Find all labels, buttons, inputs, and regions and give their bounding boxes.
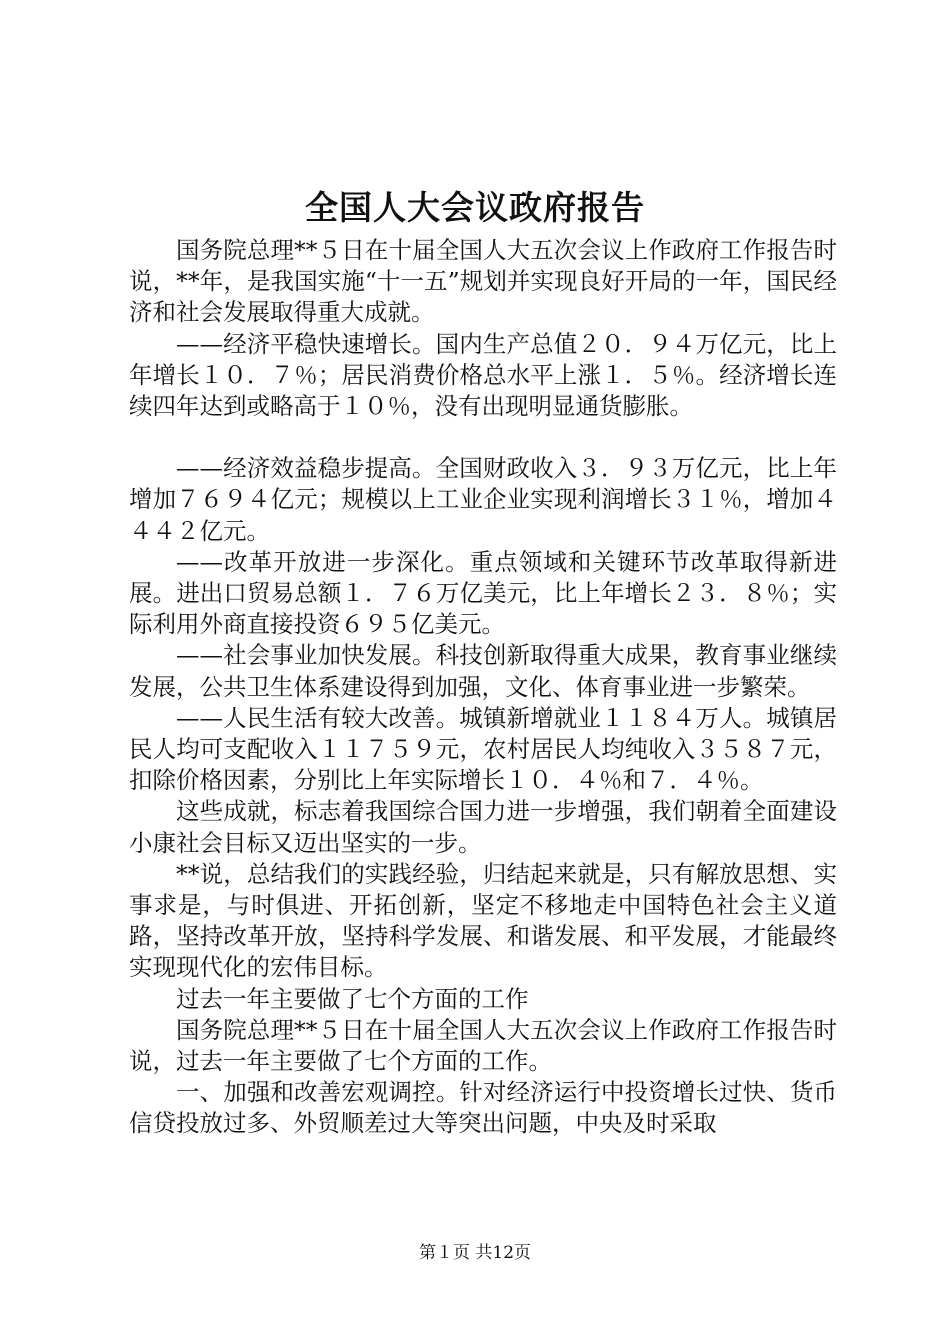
document-body — [129, 235, 837, 1140]
paragraph: **说，总结我们的实践经验，归结起来就是，只有解放思想、实事求是，与时俱进、开拓创新，坚定不移地走中国特色社会主义道路，坚持改革开放，坚持科学发展、和谐发展、和平发展，才能最终实现现代化的宏伟目标。 — [129, 859, 837, 982]
document-title: 全国人大会议政府报告 — [305, 188, 645, 227]
paragraph: 国务院总理**５日在十届全国人大五次会议上作政府工作报告时说，过去一年主要做了七个方面的工作。 — [129, 1015, 837, 1076]
paragraph: ——社会事业加快发展。科技创新取得重大成果，教育事业继续发展，公共卫生体系建设得到加强，文化、体育事业进一步繁荣。 — [129, 641, 837, 701]
paragraph: ——经济效益稳步提高。全国财政收入３．９３万亿元，比上年增加７６９４亿元；规模以上工业企业实现利润增长３１％，增加４４４２亿元。 — [129, 454, 837, 545]
section-heading: 过去一年主要做了七个方面的工作 — [176, 984, 529, 1013]
paragraph: 一、加强和改善宏观调控。针对经济运行中投资增长过快、货币信贷投放过多、外贸顺差过大等突出问题，中央及时采取 — [129, 1078, 837, 1138]
paragraph: ——改革开放进一步深化。重点领域和关键环节改革取得新进展。进出口贸易总额１．７６万亿美元，比上年增长２３．８％；实际利用外商直接投资６９５亿美元。 — [129, 547, 837, 639]
paragraph: 这些成就，标志着我国综合国力进一步增强，我们朝着全面建设小康社会目标又迈出坚实的一步。 — [129, 797, 837, 857]
paragraph: 国务院总理**５日在十届全国人大五次会议上作政府工作报告时说，**年，是我国实施“十一五”规划并实现良好开局的一年，国民经济和社会发展取得重大成就。 — [129, 236, 837, 327]
paragraph: ——人民生活有较大改善。城镇新增就业１１８４万人。城镇居民人均可支配收入１１７５９元，农村居民人均纯收入３５８７元，扣除价格因素，分别比上年实际增长１０．４％和７．４％。 — [129, 703, 837, 795]
page-footer: 第１页 共12页 — [418, 1243, 532, 1263]
paragraph: ——经济平稳快速增长。国内生产总值２０．９４万亿元，比上年增长１０．７％；居民消费价格总水平上涨１．５％。经济增长连续四年达到或略高于１０％，没有出现明显通货膨胀。 — [129, 329, 837, 421]
